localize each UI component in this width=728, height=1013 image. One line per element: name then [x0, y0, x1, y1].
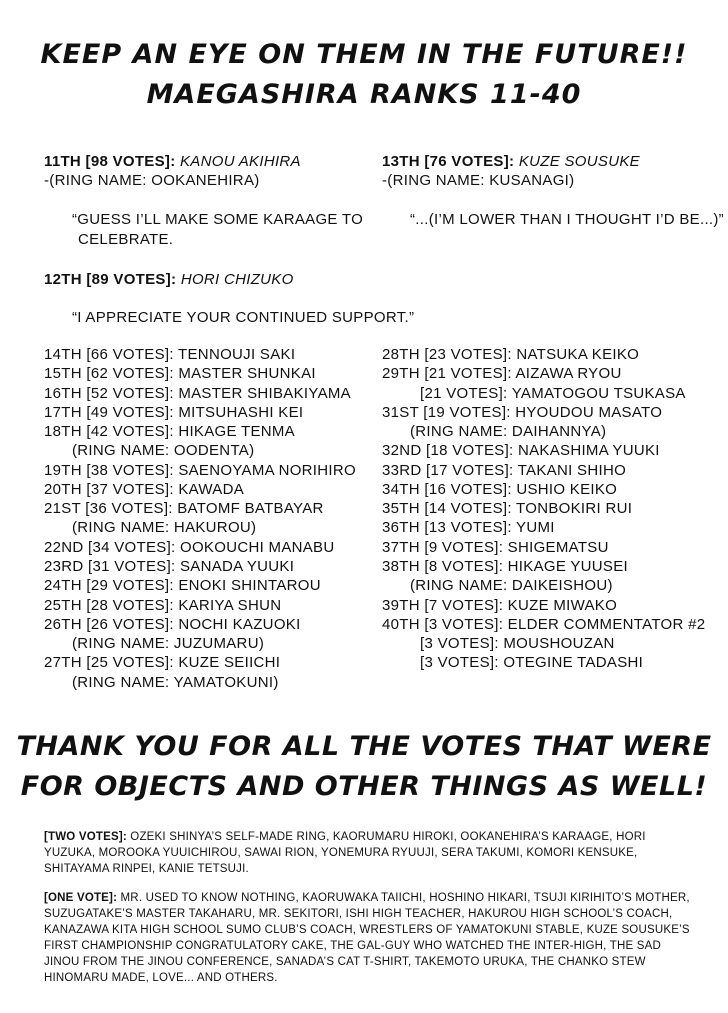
- page-title-line-1: KEEP AN EYE ON THEM IN THE FUTURE!!: [40, 39, 688, 70]
- featured-11th-name: KANOU AKIHIRA: [179, 153, 301, 170]
- list-item: 21ST [36 VOTES]: BATOMF BATBAYAR: [44, 500, 324, 517]
- list-item: 19TH [38 VOTES]: SAENOYAMA NORIHIRO: [44, 462, 356, 479]
- two-votes-text: OZEKI SHINYA’S SELF-MADE RING, KAORUMARU HIROKI, OOKANEHIRA’S KARAAGE, HORI YUZUKA, MOROOKA YUUICHIROU, SAWAI RION, YONEMURA RYUUJI, SERA TAKUMI, KOMORI KENSUKE, SHITAYAMA RINPEI, KANIE TETSUJI.: [44, 831, 646, 875]
- list-item: [21 VOTES]: YAMATOGOU TSUKASA: [420, 385, 686, 402]
- thanks-heading-line-1: THANK YOU FOR ALL THE VOTES THAT WERE: [16, 731, 712, 762]
- list-item: 15TH [62 VOTES]: MASTER SHUNKAI: [44, 365, 316, 382]
- list-item: 39TH [7 VOTES]: KUZE MIWAKO: [382, 597, 618, 614]
- featured-13th-rank: 13TH [76 VOTES]:: [382, 153, 515, 170]
- thanks-heading-line-2: FOR OBJECTS AND OTHER THINGS AS WELL!: [20, 771, 708, 802]
- one-vote-text: MR. USED TO KNOW NOTHING, KAORUWAKA TAIICHI, HOSHINO HIKARI, TSUJI KIRIHITO’S MOTHER, SUZUGATAKE’S MASTER TAKAHARU, MR. SEKITORI, ISHI HIGH TEACHER, HAKUROU HIGH SCHOOL’S COACH, KANAZAWA KITA HIGH SCHOOL SUMO CLUB’S COACH, WRESTLERS OF YAMATOKUNI STABLE, KUZE SOUSUKE’S FIRST CHAMPIONSHIP CONGRATULATORY CAKE, THE GAL-GUY WHO WATCHED THE INTER-HIGH, THE SAD JINOU FROM THE JINOU CONFERENCE, SANADA’S CAT T-SHIRT, TAKEMOTO URUKA, THE CHANKO STEW HINOMARU MADE, LOVE... AND OTHERS.: [44, 892, 690, 984]
- list-item: 16TH [52 VOTES]: MASTER SHIBAKIYAMA: [44, 385, 351, 402]
- list-item: (RING NAME: JUZUMARU): [72, 635, 265, 652]
- featured-11th-rank: 11TH [98 VOTES]:: [44, 153, 176, 170]
- featured-11th-ring: -(RING NAME: OOKANEHIRA): [44, 172, 260, 189]
- list-item: (RING NAME: DAIKEISHOU): [410, 577, 613, 594]
- list-item: (RING NAME: HAKUROU): [72, 519, 257, 536]
- featured-13th-ring: -(RING NAME: KUSANAGI): [382, 172, 575, 189]
- featured-13th: [382, 152, 640, 171]
- featured-12th: [44, 270, 294, 289]
- featured-11th-quote-2: CELEBRATE.: [78, 231, 174, 248]
- list-item: 26TH [26 VOTES]: NOCHI KAZUOKI: [44, 616, 301, 633]
- list-item: 18TH [42 VOTES]: HIKAGE TENMA: [44, 423, 295, 440]
- list-item: 27TH [25 VOTES]: KUZE SEIICHI: [44, 654, 281, 671]
- list-item: 28TH [23 VOTES]: NATSUKA KEIKO: [382, 346, 640, 363]
- list-item: (RING NAME: OODENTA): [72, 442, 255, 459]
- list-item: 22ND [34 VOTES]: OOKOUCHI MANABU: [44, 539, 335, 556]
- list-item: 35TH [14 VOTES]: TONBOKIRI RUI: [382, 500, 633, 517]
- featured-12th-name: HORI CHIZUKO: [180, 271, 294, 288]
- one-vote-label: [ONE VOTE]:: [44, 892, 118, 904]
- two-votes-label: [TWO VOTES]:: [44, 831, 127, 843]
- featured-12th-rank: 12TH [89 VOTES]:: [44, 271, 177, 288]
- list-item: 33RD [17 VOTES]: TAKANI SHIHO: [382, 462, 627, 479]
- list-item: 25TH [28 VOTES]: KARIYA SHUN: [44, 597, 282, 614]
- list-item: 40TH [3 VOTES]: ELDER COMMENTATOR #2: [382, 616, 706, 633]
- featured-11th-quote-1: “GUESS I’LL MAKE SOME KARAAGE TO: [72, 211, 364, 228]
- featured-11th: [44, 152, 301, 171]
- featured-13th-quote: “...(I’M LOWER THAN I THOUGHT I’D BE...)”: [410, 211, 724, 228]
- list-item: 36TH [13 VOTES]: YUMI: [382, 519, 555, 536]
- list-item: 32ND [18 VOTES]: NAKASHIMA YUUKI: [382, 442, 660, 459]
- list-item: [3 VOTES]: MOUSHOUZAN: [420, 635, 615, 652]
- list-item: 14TH [66 VOTES]: TENNOUJI SAKI: [44, 346, 296, 363]
- one-vote-paragraph: [44, 890, 694, 986]
- list-item: 31ST [19 VOTES]: HYOUDOU MASATO: [382, 404, 663, 421]
- list-item: 38TH [8 VOTES]: HIKAGE YUUSEI: [382, 558, 628, 575]
- list-item: 20TH [37 VOTES]: KAWADA: [44, 481, 245, 498]
- list-item: 23RD [31 VOTES]: SANADA YUUKI: [44, 558, 295, 575]
- two-votes-paragraph: [44, 829, 694, 877]
- list-item: 29TH [21 VOTES]: AIZAWA RYOU: [382, 365, 622, 382]
- list-item: 17TH [49 VOTES]: MITSUHASHI KEI: [44, 404, 304, 421]
- list-item: 37TH [9 VOTES]: SHIGEMATSU: [382, 539, 609, 556]
- list-item: 24TH [29 VOTES]: ENOKI SHINTAROU: [44, 577, 321, 594]
- featured-12th-quote: “I APPRECIATE YOUR CONTINUED SUPPORT.”: [72, 309, 415, 326]
- list-item: [3 VOTES]: OTEGINE TADASHI: [420, 654, 644, 671]
- list-item: (RING NAME: YAMATOKUNI): [72, 674, 279, 691]
- featured-13th-name: KUZE SOUSUKE: [518, 153, 640, 170]
- list-item: 34TH [16 VOTES]: USHIO KEIKO: [382, 481, 618, 498]
- list-item: (RING NAME: DAIHANNYA): [410, 423, 607, 440]
- page-title-line-2: MAEGASHIRA RANKS 11-40: [146, 79, 582, 110]
